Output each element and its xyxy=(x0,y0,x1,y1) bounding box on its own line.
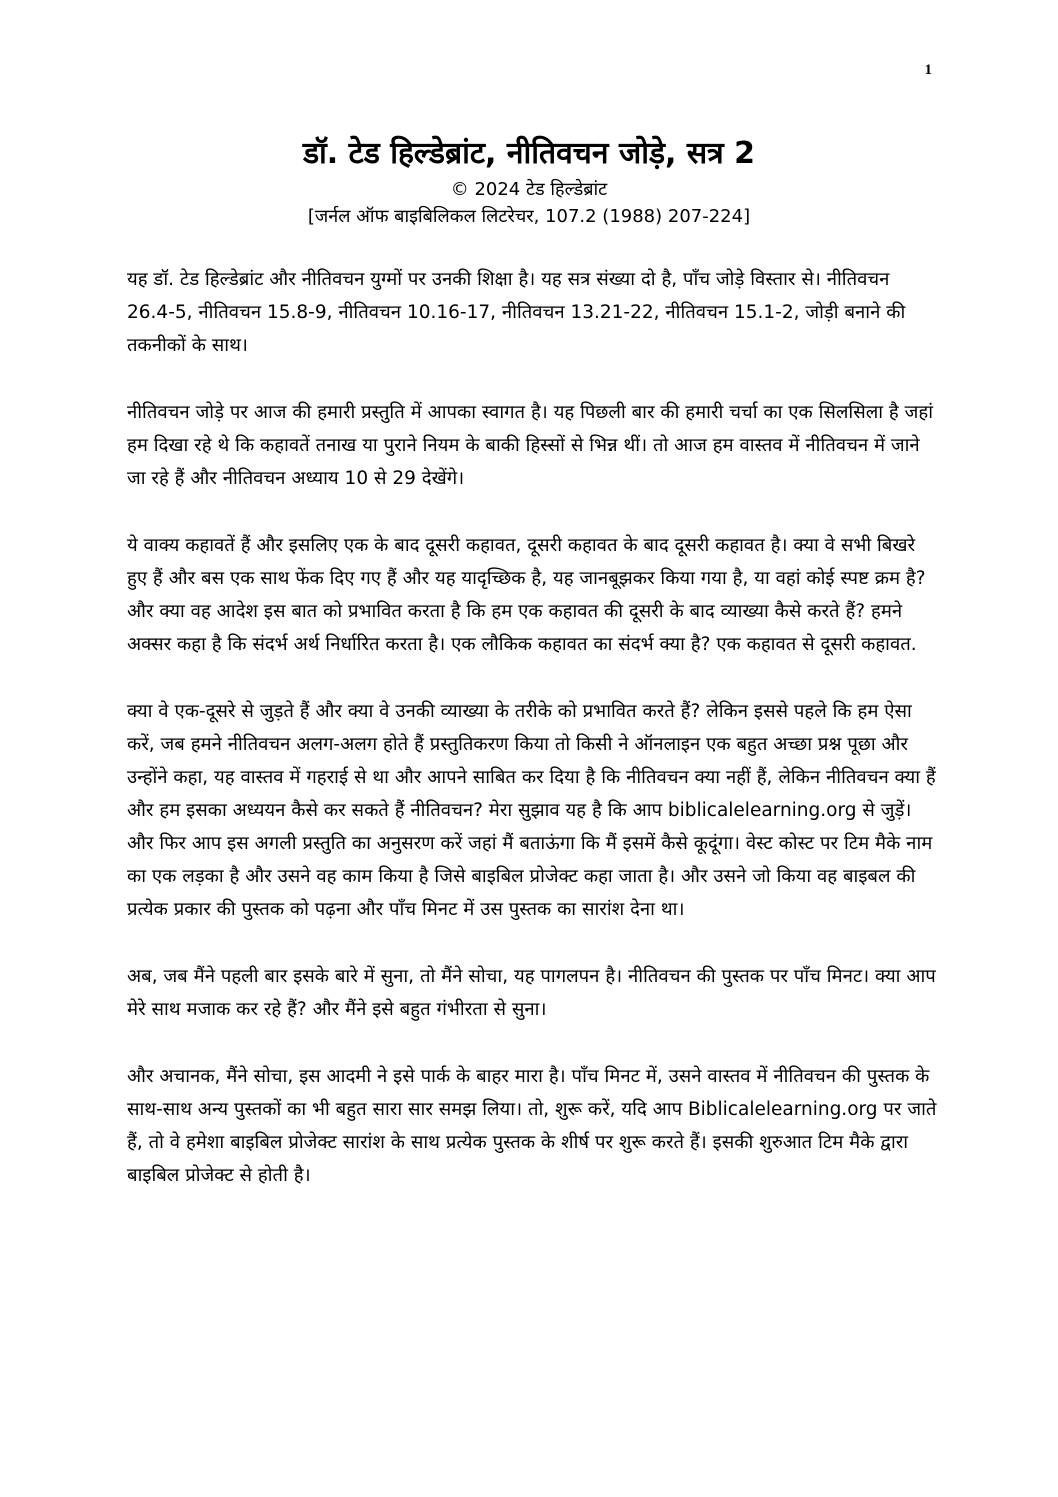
document-body xyxy=(127,263,939,1226)
paragraph: और अचानक, मैंने सोचा, इस आदमी ने इसे पार्क के बाहर मारा है। पाँच मिनट में, उसने वास्तव में नीतिवचन की पुस्तक के साथ-साथ अन्य पुस्तकों का भी बहुत सारा सार समझ लिया। तो, शुरू करें, यदि आप Biblicalelearning.org पर जाते हैं, तो वे हमेशा बाइबिल प्रोजेक्ट सारांश के साथ प्रत्येक पुस्तक के शीर्ष पर शुरू करते हैं। इसकी शुरुआत टिम मैके द्वारा बाइबिल प्रोजेक्ट से होती है। xyxy=(127,1066,937,1186)
page-number: 1 xyxy=(924,62,932,78)
journal-citation: [जर्नल ऑफ बाइबिलिकल लिटरेचर, 107.2 (1988) 207-224] xyxy=(307,206,751,227)
copyright-line: © 2024 टेड हिल्डेब्रांट xyxy=(450,179,608,200)
document-title: डॉ. टेड हिल्डेब्रांट, नीतिवचन जोड़े, सत्र 2 xyxy=(302,136,756,171)
paragraph: अब, जब मैंने पहली बार इसके बारे में सुना, तो मैंने सोचा, यह पागलपन है। नीतिवचन की पुस्तक पर पाँच मिनट। क्या आप मेरे साथ मजाक कर रहे हैं? और मैंने इसे बहुत गंभीरता से सुना। xyxy=(127,966,936,1020)
paragraph: क्या वे एक-दूसरे से जुड़ते हैं और क्या वे उनकी व्याख्या के तरीके को प्रभावित करते हैं? लेकिन इससे पहले कि हम ऐसा करें, जब हमने नीतिवचन अलग-अलग होते हैं प्रस्तुतिकरण किया तो किसी ने ऑनलाइन एक बहुत अच्छा प्रश्न पूछा और उन्होंने कहा, यह वास्तव में गहराई से था और आपने साबित कर दिया है कि नीतिवचन क्या नहीं हैं, लेकिन नीतिवचन क्या हैं और हम इसका अध्ययन कैसे कर सकते हैं नीतिवचन? मेरा सुझाव यह है कि आप biblicalelearning.org से जुड़ें। और फिर आप इस अगली प्रस्तुति का अनुसरण करें जहां मैं बताऊंगा कि मैं इसमें कैसे कूदूंगा। वेस्ट कोस्ट पर टिम मैके नाम का एक लड़का है और उसने वह काम किया है जिसे बाइबिल प्रोजेक्ट कहा जाता है। और उसने जो किया वह बाइबल की प्रत्येक प्रकार की पुस्तक को पढ़ना और पाँच मिनट में उस पुस्तक का सारांश देना था। xyxy=(127,701,936,920)
paragraph: नीतिवचन जोड़े पर आज की हमारी प्रस्तुति में आपका स्वागत है। यह पिछली बार की हमारी चर्चा का एक सिलसिला है जहां हम दिखा रहे थे कि कहावतें तनाख या पुराने नियम के बाकी हिस्सों से भिन्न थीं। तो आज हम वास्तव में नीतिवचन में जाने जा रहे हैं और नीतिवचन अध्याय 10 से 29 देखेंगे। xyxy=(127,402,933,489)
document-header xyxy=(0,132,1058,230)
paragraph: यह डॉ. टेड हिल्डेब्रांट और नीतिवचन युग्मों पर उनकी शिक्षा है। यह सत्र संख्या दो है, पाँच जोड़े विस्तार से। नीतिवचन 26.4-5, नीतिवचन 15.8-9, नीतिवचन 10.16-17, नीतिवचन 13.21-22, नीतिवचन 15.1-2, जोड़ी बनाने की तकनीकों के साथ। xyxy=(127,269,906,356)
paragraph: ये वाक्य कहावतें हैं और इसलिए एक के बाद दूसरी कहावत, दूसरी कहावत के बाद दूसरी कहावत है। क्या वे सभी बिखरे हुए हैं और बस एक साथ फेंक दिए गए हैं और यह यादृच्छिक है, यह जानबूझकर किया गया है, या वहां कोई स्पष्ट क्रम है? और क्या वह आदेश इस बात को प्रभावित करता है कि हम एक कहावत की दूसरी के बाद व्याख्या कैसे करते हैं? हमने अक्सर कहा है कि संदर्भ अर्थ निर्धारित करता है। एक लौकिक कहावत का संदर्भ क्या है? एक कहावत से दूसरी कहावत. xyxy=(127,535,926,655)
